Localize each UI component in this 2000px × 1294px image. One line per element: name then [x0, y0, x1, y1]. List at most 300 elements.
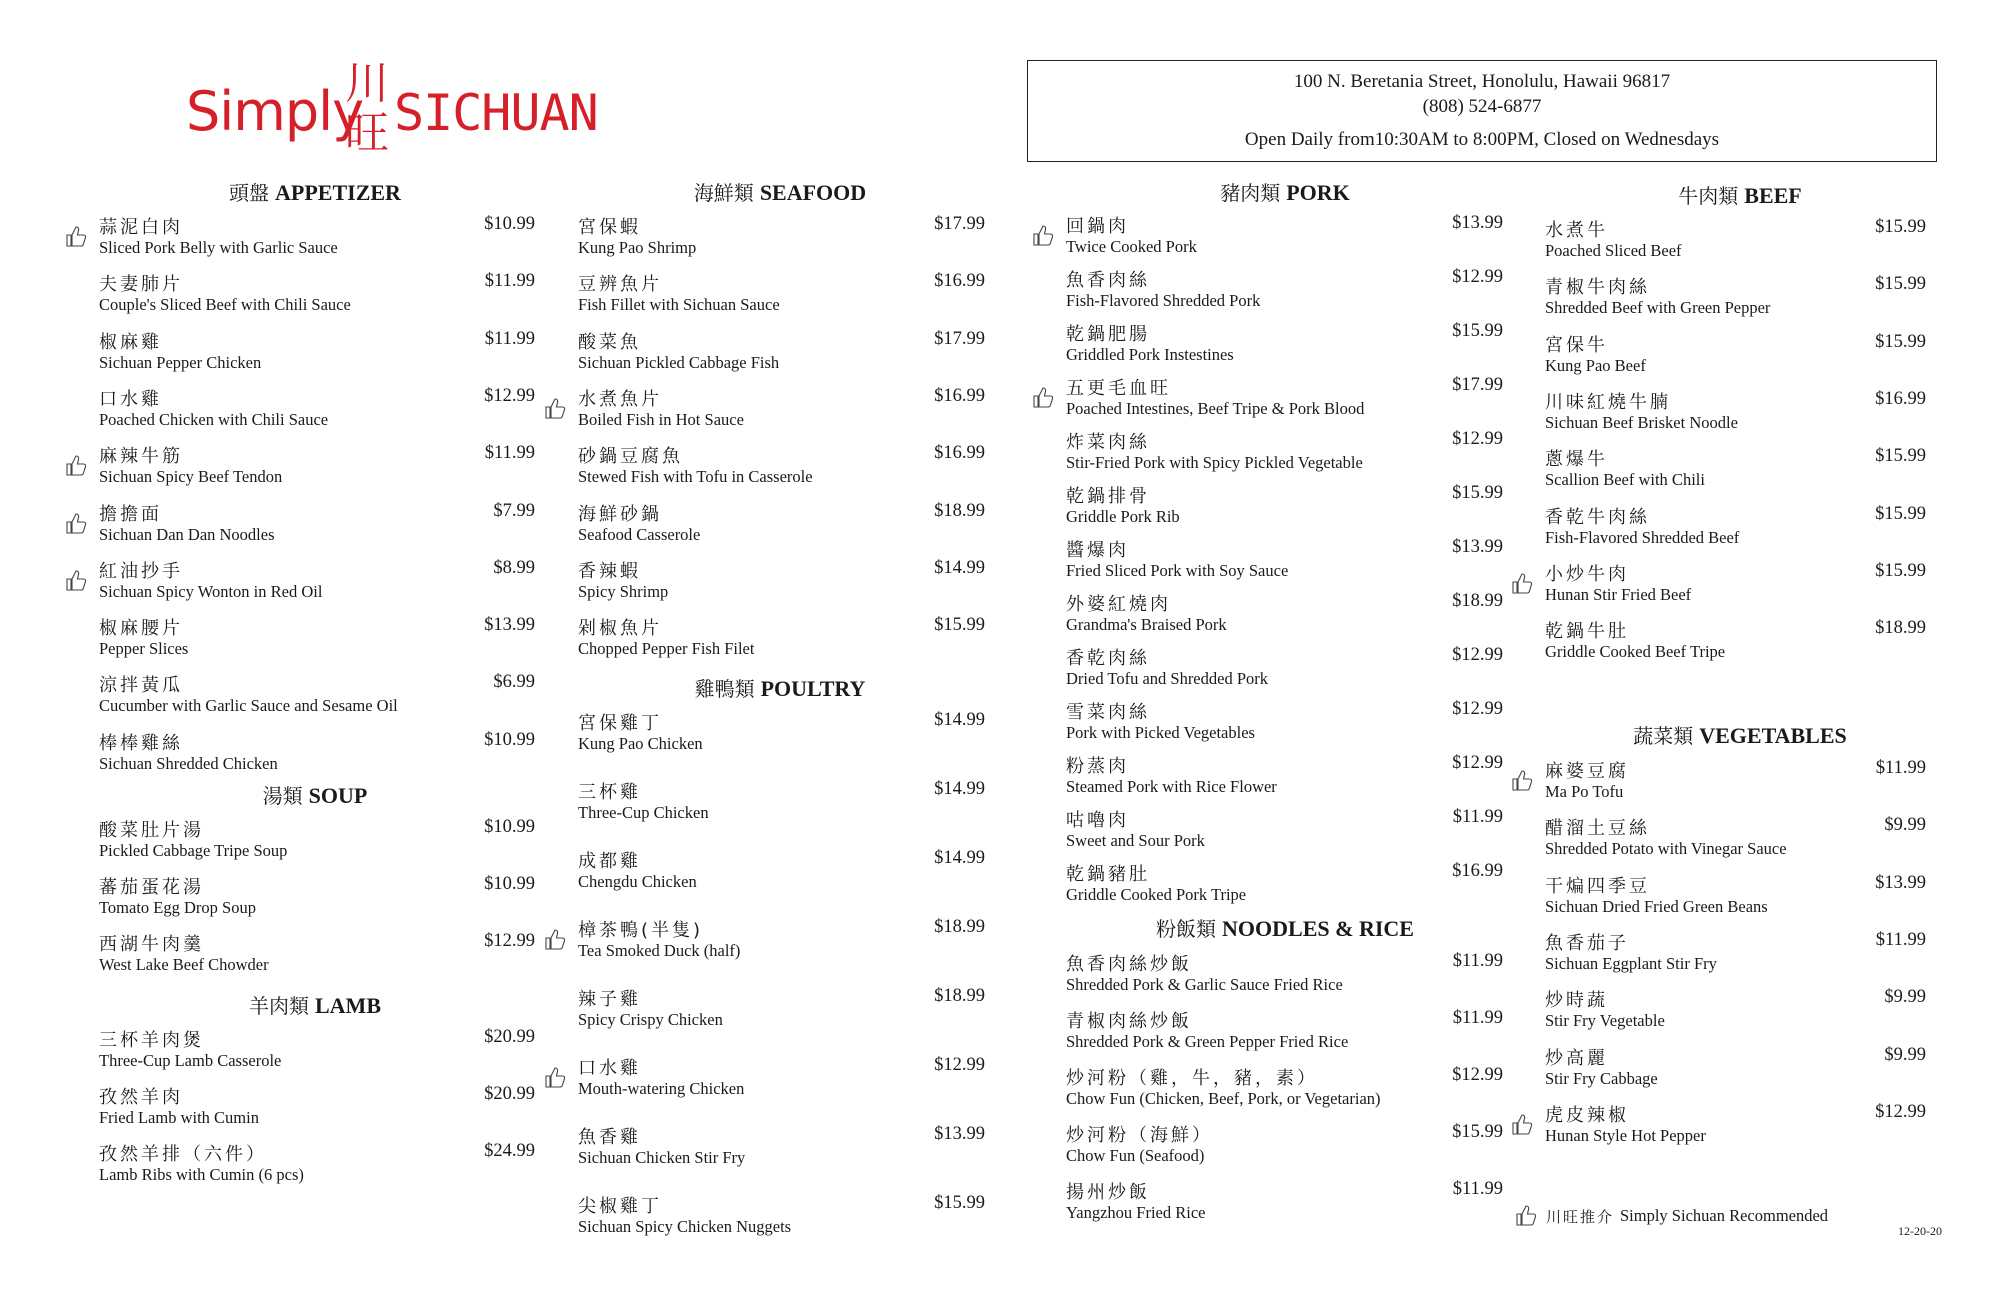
menu-item-english-name: Kung Pao Beef	[1545, 355, 1646, 375]
menu-item	[1031, 266, 1503, 316]
menu-item-english-name: Stir-Fried Pork with Spicy Pickled Vegetable	[1066, 453, 1363, 472]
thumbs-up-icon	[64, 569, 88, 593]
menu-item	[64, 270, 535, 320]
menu-item	[64, 1140, 535, 1190]
menu-item-chinese-name: 水煮牛	[1545, 220, 1608, 241]
menu-item-english-name: Sichuan Spicy Chicken Nuggets	[578, 1217, 792, 1236]
menu-item	[543, 1123, 985, 1173]
menu-item-chinese-name: 魚香雞	[578, 1127, 641, 1148]
menu-item-chinese-name: 炒高麗	[1545, 1047, 1608, 1069]
section-heading-english: NOODLES & RICE	[1222, 916, 1414, 941]
menu-item-price: $12.99	[934, 1055, 985, 1075]
menu-item-price: $14.99	[934, 848, 985, 868]
menu-item-english-name: Fish-Flavored Shredded Pork	[1066, 291, 1261, 310]
thumbs-up-icon	[64, 225, 88, 249]
menu-item	[64, 930, 535, 980]
section-heading-chinese: 頭盤	[229, 181, 270, 205]
menu-item-chinese-name: 酸菜肚片湯	[99, 820, 204, 841]
menu-item-price: $16.99	[1875, 388, 1926, 409]
menu-item-chinese-name: 海鮮砂鍋	[578, 503, 662, 525]
menu-item-chinese-name: 揚州炒飯	[1066, 1182, 1150, 1203]
section-heading-chinese: 粉飯類	[1156, 917, 1217, 941]
menu-item-price: $10.99	[484, 874, 535, 894]
menu-item-english-name: Chopped Pepper Fish Filet	[578, 639, 755, 659]
section-heading-english: POULTRY	[760, 676, 866, 701]
menu-item-english-name: Three-Cup Lamb Casserole	[99, 1051, 282, 1070]
svg-text:旺: 旺	[345, 108, 389, 154]
menu-item-chinese-name: 口水雞	[578, 1058, 641, 1079]
menu-item	[1031, 482, 1503, 532]
menu-item-price: $12.99	[1452, 429, 1503, 449]
menu-item	[1510, 986, 1926, 1036]
menu-item	[1031, 860, 1503, 910]
menu-item-price: $16.99	[934, 271, 985, 292]
menu-item-english-name: Sichuan Pepper Chicken	[99, 352, 262, 372]
section-heading-lamb	[115, 990, 515, 1019]
thumbs-up-icon	[1031, 386, 1055, 410]
menu-item-english-name: Sichuan Beef Brisket Noodle	[1545, 412, 1738, 432]
menu-item	[543, 985, 985, 1035]
menu-item-price: $20.99	[484, 1084, 535, 1104]
menu-item	[1510, 814, 1926, 864]
thumbs-up-icon	[1514, 1204, 1538, 1228]
menu-item	[543, 709, 985, 759]
menu-item-price: $11.99	[1452, 951, 1503, 971]
menu-item-price: $17.99	[934, 214, 985, 234]
menu-item-chinese-name: 宮保蝦	[578, 217, 641, 238]
menu-item-chinese-name: 炒河粉（雞，牛，豬，素）	[1066, 1068, 1318, 1089]
menu-item	[1031, 1007, 1503, 1057]
menu-item-price: $18.99	[934, 917, 985, 937]
menu-item-chinese-name: 炒時蔬	[1545, 990, 1608, 1012]
menu-item-english-name: Yangzhou Fried Rice	[1066, 1203, 1206, 1222]
menu-item	[1510, 388, 1926, 438]
section-heading-chinese: 湯類	[262, 784, 303, 808]
menu-item	[1031, 1178, 1503, 1228]
menu-item-english-name: Poached Chicken with Chili Sauce	[99, 409, 329, 429]
menu-item-price: $15.99	[1875, 274, 1926, 295]
menu-item	[543, 557, 985, 607]
section-heading-vegetables	[1540, 720, 1940, 749]
menu-item-chinese-name: 涼拌黃瓜	[99, 675, 183, 697]
menu-item-price: $12.99	[1452, 1065, 1503, 1085]
section-heading-appetizer	[115, 177, 515, 206]
menu-item-english-name: Three-Cup Chicken	[578, 803, 709, 822]
menu-item-chinese-name: 醋溜土豆絲	[1545, 818, 1650, 840]
menu-item	[543, 328, 985, 378]
menu-item-chinese-name: 香乾牛肉絲	[1545, 506, 1650, 528]
menu-item	[1031, 698, 1503, 748]
menu-item-chinese-name: 孜然羊肉	[99, 1087, 183, 1108]
menu-item-price: $12.99	[1452, 267, 1503, 287]
menu-item-price: $11.99	[1452, 1179, 1503, 1199]
legend-english: Simply Sichuan Recommended	[1620, 1206, 1829, 1225]
menu-item-price: $15.99	[934, 1193, 985, 1213]
menu-item-chinese-name: 乾鍋豬肚	[1066, 864, 1150, 885]
menu-item-english-name: Grandma's Braised Pork	[1066, 615, 1227, 634]
menu-item-chinese-name: 乾鍋肥腸	[1066, 324, 1150, 345]
menu-item	[1031, 428, 1503, 478]
menu-item-price: $18.99	[934, 986, 985, 1006]
menu-item-english-name: Stewed Fish with Tofu in Casserole	[578, 467, 813, 487]
menu-item-chinese-name: 魚香肉絲炒飯	[1066, 954, 1192, 975]
menu-item	[1031, 590, 1503, 640]
menu-item-english-name: Pork with Picked Vegetables	[1066, 723, 1255, 742]
section-heading-english: PORK	[1286, 180, 1350, 205]
menu-item-price: $12.99	[484, 385, 535, 406]
menu-item-chinese-name: 宮保雞丁	[578, 713, 662, 734]
menu-item-english-name: Pickled Cabbage Tripe Soup	[99, 841, 288, 860]
menu-item-price: $9.99	[1884, 987, 1926, 1008]
menu-item-price: $13.99	[934, 1124, 985, 1144]
menu-item-english-name: Sichuan Shredded Chicken	[99, 753, 278, 773]
menu-item	[64, 328, 535, 378]
menu-item-english-name: Griddle Cooked Pork Tripe	[1066, 885, 1247, 904]
menu-item	[1031, 752, 1503, 802]
menu-item-price: $8.99	[493, 557, 535, 578]
menu-item-price: $18.99	[934, 500, 985, 521]
menu-item-chinese-name: 辣子雞	[578, 989, 641, 1010]
menu-item-price: $12.99	[1452, 645, 1503, 665]
menu-item-chinese-name: 孜然羊排（六件）	[99, 1144, 267, 1165]
menu-item	[543, 1192, 985, 1242]
menu-item	[64, 1083, 535, 1133]
menu-item-english-name: Tomato Egg Drop Soup	[99, 898, 256, 917]
phone-number: (808) 524-6877	[1422, 96, 1542, 117]
menu-item-english-name: Chow Fun (Chicken, Beef, Pork, or Vegetarian)	[1066, 1089, 1381, 1108]
menu-item-chinese-name: 椒麻雞	[99, 331, 162, 353]
menu-item-chinese-name: 成都雞	[578, 851, 641, 872]
menu-item-chinese-name: 青椒牛肉絲	[1545, 277, 1650, 299]
menu-item	[64, 557, 535, 607]
menu-item-english-name: Stir Fry Cabbage	[1545, 1068, 1658, 1088]
menu-item-price: $11.99	[1452, 807, 1503, 827]
menu-item-english-name: Kung Pao Chicken	[578, 734, 703, 753]
menu-item-chinese-name: 青椒肉絲炒飯	[1066, 1011, 1192, 1032]
menu-item-english-name: Shredded Pork & Garlic Sauce Fried Rice	[1066, 975, 1343, 994]
menu-item-english-name: Sichuan Chicken Stir Fry	[578, 1148, 746, 1167]
menu-item-english-name: Shredded Pork & Green Pepper Fried Rice	[1066, 1032, 1349, 1051]
menu-item-price: $9.99	[1884, 1044, 1926, 1065]
menu-item-english-name: Hunan Stir Fried Beef	[1545, 584, 1692, 604]
menu-item-price: $7.99	[493, 500, 535, 521]
thumbs-up-icon	[1031, 224, 1055, 248]
section-heading-chinese: 羊肉類	[249, 994, 309, 1018]
section-heading-english: LAMB	[315, 993, 381, 1018]
menu-item-price: $6.99	[493, 672, 535, 693]
menu-item-english-name: Chengdu Chicken	[578, 872, 697, 891]
menu-item	[64, 213, 535, 263]
legend-chinese: 川旺推介	[1546, 1208, 1615, 1226]
section-heading-english: SOUP	[308, 783, 368, 808]
section-heading-beef	[1540, 180, 1940, 209]
menu-item	[543, 778, 985, 828]
menu-item	[1510, 216, 1926, 266]
menu-item	[1031, 644, 1503, 694]
menu-item-price: $15.99	[934, 615, 985, 636]
menu-item-english-name: Fried Lamb with Cumin	[99, 1108, 259, 1127]
menu-item	[543, 614, 985, 664]
menu-item-english-name: Shredded Potato with Vinegar Sauce	[1545, 839, 1787, 859]
menu-item-price: $11.99	[484, 271, 535, 292]
menu-item-english-name: Tea Smoked Duck (half)	[578, 941, 741, 960]
menu-item-english-name: Sichuan Dan Dan Noodles	[99, 524, 275, 544]
menu-item	[1031, 806, 1503, 856]
menu-item	[1031, 320, 1503, 370]
menu-item-english-name: Sichuan Spicy Beef Tendon	[99, 467, 283, 487]
menu-item-english-name: Seafood Casserole	[578, 524, 701, 544]
menu-item	[1031, 536, 1503, 586]
menu-item	[1510, 273, 1926, 323]
menu-item-price: $15.99	[1875, 503, 1926, 524]
menu-item-price: $10.99	[484, 214, 535, 234]
menu-item-chinese-name: 魚香茄子	[1545, 932, 1629, 954]
menu-item-english-name: Sichuan Eggplant Stir Fry	[1545, 953, 1717, 973]
menu-item-price: $16.99	[934, 443, 985, 464]
menu-item-price: $16.99	[934, 385, 985, 406]
menu-item-english-name: Poached Intestines, Beef Tripe & Pork Blood	[1066, 399, 1365, 418]
menu-item-price: $12.99	[1452, 699, 1503, 719]
menu-item	[1510, 560, 1926, 610]
menu-item-chinese-name: 雪菜肉絲	[1066, 702, 1150, 723]
menu-item	[64, 385, 535, 435]
menu-item-chinese-name: 蕃茄蛋花湯	[99, 877, 204, 898]
menu-item-chinese-name: 夫妻肺片	[99, 274, 183, 296]
menu-item-chinese-name: 香乾肉絲	[1066, 648, 1150, 669]
menu-item	[543, 213, 985, 263]
section-heading-chinese: 牛肉類	[1678, 184, 1739, 208]
menu-item-price: $12.99	[1452, 753, 1503, 773]
menu-item-price: $18.99	[1875, 618, 1926, 639]
menu-item-price: $11.99	[484, 328, 535, 349]
menu-item-chinese-name: 川味紅燒牛腩	[1545, 391, 1671, 413]
menu-item	[1031, 950, 1503, 1000]
menu-item	[64, 671, 535, 721]
menu-item	[1031, 1121, 1503, 1171]
menu-item-price: $15.99	[1875, 217, 1926, 237]
menu-item-chinese-name: 虎皮辣椒	[1545, 1104, 1629, 1126]
menu-item-english-name: Boiled Fish in Hot Sauce	[578, 409, 744, 429]
menu-item	[1031, 374, 1503, 424]
menu-item-english-name: Poached Sliced Beef	[1545, 241, 1682, 260]
menu-item-english-name: Fish Fillet with Sichuan Sauce	[578, 295, 780, 315]
menu-item	[64, 500, 535, 550]
menu-item	[64, 729, 535, 779]
menu-item-price: $15.99	[1875, 446, 1926, 467]
menu-item-price: $20.99	[484, 1027, 535, 1047]
menu-item-chinese-name: 擔擔面	[99, 503, 162, 525]
menu-item-price: $14.99	[934, 779, 985, 799]
menu-item-chinese-name: 炒河粉（海鮮）	[1066, 1125, 1213, 1146]
menu-item-price: $15.99	[1875, 331, 1926, 352]
menu-item-english-name: Shredded Beef with Green Pepper	[1545, 298, 1771, 318]
menu-item-english-name: Kung Pao Shrimp	[578, 238, 697, 257]
section-heading-chinese: 蔬菜類	[1633, 724, 1694, 748]
menu-item-english-name: Spicy Crispy Chicken	[578, 1010, 723, 1029]
menu-item-chinese-name: 酸菜魚	[578, 331, 641, 353]
section-heading-chinese: 豬肉類	[1220, 181, 1281, 205]
menu-item-english-name: Pepper Slices	[99, 639, 189, 659]
menu-item	[1031, 212, 1503, 262]
address: 100 N. Beretania Street, Honolulu, Hawaii 96817	[1293, 71, 1671, 92]
menu-item-price: $24.99	[484, 1141, 535, 1161]
menu-item-chinese-name: 干煸四季豆	[1545, 875, 1650, 897]
menu-item-english-name: Scallion Beef with Chili	[1545, 470, 1705, 490]
menu-item-english-name: West Lake Beef Chowder	[99, 955, 269, 974]
menu-item-price: $14.99	[934, 710, 985, 730]
menu-item-english-name: Griddled Pork Instestines	[1066, 345, 1234, 364]
thumbs-up-icon	[543, 1066, 567, 1090]
menu-item	[1510, 872, 1926, 922]
menu-item-english-name: Sliced Pork Belly with Garlic Sauce	[99, 238, 338, 257]
menu-item-price: $15.99	[1452, 483, 1503, 503]
menu-item-english-name: Twice Cooked Pork	[1066, 237, 1197, 256]
menu-item	[1031, 1064, 1503, 1114]
menu-item-english-name: Sichuan Spicy Wonton in Red Oil	[99, 581, 323, 601]
menu-item	[1510, 617, 1926, 667]
menu-item-price: $13.99	[1452, 213, 1503, 233]
menu-item-price: $10.99	[484, 729, 535, 750]
menu-item-english-name: Couple's Sliced Beef with Chili Sauce	[99, 295, 351, 315]
menu-item	[543, 385, 985, 435]
menu-item-chinese-name: 回鍋肉	[1066, 216, 1129, 237]
menu-item-english-name: Sichuan Dried Fried Green Beans	[1545, 896, 1768, 916]
menu-item-english-name: Chow Fun (Seafood)	[1066, 1146, 1205, 1165]
menu-item-chinese-name: 外婆紅燒肉	[1066, 594, 1171, 615]
restaurant-info-box	[1027, 60, 1937, 162]
menu-item-price: $13.99	[1875, 872, 1926, 893]
menu-item-english-name: Sichuan Pickled Cabbage Fish	[578, 352, 780, 372]
menu-item-chinese-name: 樟茶鴨(半隻)	[578, 920, 704, 941]
menu-item-chinese-name: 豆辨魚片	[578, 274, 662, 296]
menu-item	[1510, 929, 1926, 979]
menu-item-chinese-name: 剁椒魚片	[578, 618, 662, 640]
menu-item-english-name: Griddle Cooked Beef Tripe	[1545, 642, 1726, 662]
menu-item-english-name: Ma Po Tofu	[1545, 782, 1624, 801]
menu-item	[1510, 757, 1926, 807]
menu-item-chinese-name: 三杯羊肉煲	[99, 1030, 204, 1051]
thumbs-up-icon	[64, 454, 88, 478]
section-heading-soup	[115, 780, 515, 809]
menu-item-english-name: Lamb Ribs with Cumin (6 pcs)	[99, 1165, 304, 1184]
menu-item-chinese-name: 棒棒雞絲	[99, 732, 183, 754]
menu-item-english-name: Dried Tofu and Shredded Pork	[1066, 669, 1269, 688]
menu-item-chinese-name: 西湖牛肉羹	[99, 934, 204, 955]
logo-chinese-glyph	[338, 56, 396, 154]
menu-item-price: $11.99	[1875, 758, 1926, 778]
menu-item	[64, 1026, 535, 1076]
menu-item-english-name: Sweet and Sour Pork	[1066, 831, 1205, 850]
menu-item-price: $9.99	[1884, 815, 1926, 836]
section-heading-noodles	[1085, 913, 1485, 942]
menu-item	[543, 1054, 985, 1104]
menu-item-chinese-name: 炸菜肉絲	[1066, 432, 1150, 453]
menu-item-chinese-name: 麻婆豆腐	[1545, 761, 1629, 782]
menu-item-chinese-name: 咕嚕肉	[1066, 810, 1129, 831]
menu-item-english-name: Stir Fry Vegetable	[1545, 1011, 1665, 1031]
menu-item-chinese-name: 椒麻腰片	[99, 618, 183, 640]
section-heading-chinese: 雞鴨類	[694, 677, 755, 701]
menu-item	[1510, 331, 1926, 381]
menu-item-price: $12.99	[484, 931, 535, 951]
menu-item	[543, 500, 985, 550]
menu-item-price: $14.99	[934, 557, 985, 578]
menu-item	[1510, 1044, 1926, 1094]
logo-text-simply: Simply	[186, 80, 364, 143]
menu-item-chinese-name: 紅油抄手	[99, 560, 183, 582]
menu-item-english-name: Fried Sliced Pork with Soy Sauce	[1066, 561, 1289, 580]
menu-item-price: $17.99	[934, 328, 985, 349]
thumbs-up-icon	[1510, 1113, 1534, 1137]
menu-item	[1510, 503, 1926, 553]
menu-item-chinese-name: 尖椒雞丁	[578, 1196, 662, 1217]
section-heading-seafood	[580, 177, 980, 206]
menu-item-chinese-name: 香辣蝦	[578, 560, 641, 582]
menu-item-price: $11.99	[484, 443, 535, 464]
menu-item-english-name: Mouth-watering Chicken	[578, 1079, 745, 1098]
thumbs-up-icon	[543, 928, 567, 952]
section-heading-english: APPETIZER	[275, 180, 401, 205]
menu-item-price: $15.99	[1452, 321, 1503, 341]
menu-item-chinese-name: 五更毛血旺	[1066, 378, 1171, 399]
date-code: 12-20-20	[1898, 1224, 1942, 1238]
menu-item-chinese-name: 砂鍋豆腐魚	[578, 446, 683, 468]
menu-item-english-name: Hunan Style Hot Pepper	[1545, 1125, 1706, 1145]
thumbs-up-icon	[64, 512, 88, 536]
menu-item-price: $11.99	[1875, 929, 1926, 950]
thumbs-up-icon	[1510, 769, 1534, 793]
menu-item	[1510, 1101, 1926, 1151]
menu-item-price: $13.99	[484, 615, 535, 636]
menu-item-price: $11.99	[1452, 1008, 1503, 1028]
menu-item-chinese-name: 蔥爆牛	[1545, 449, 1608, 471]
menu-item-english-name: Steamed Pork with Rice Flower	[1066, 777, 1277, 796]
section-heading-english: BEEF	[1744, 183, 1802, 208]
menu-item-price: $17.99	[1452, 375, 1503, 395]
menu-item-chinese-name: 蒜泥白肉	[99, 217, 183, 238]
restaurant-logo	[186, 54, 598, 154]
menu-item	[543, 442, 985, 492]
section-heading-chinese: 海鮮類	[693, 181, 754, 205]
section-heading-pork	[1085, 177, 1485, 206]
menu-item-price: $12.99	[1875, 1101, 1926, 1122]
menu-item-price: $15.99	[1452, 1122, 1503, 1142]
menu-item-chinese-name: 魚香肉絲	[1066, 270, 1150, 291]
section-heading-english: SEAFOOD	[759, 180, 867, 205]
thumbs-up-icon	[1510, 572, 1534, 596]
menu-item-chinese-name: 水煮魚片	[578, 388, 662, 410]
menu-item-english-name: Spicy Shrimp	[578, 581, 669, 601]
section-heading-english: VEGETABLES	[1699, 723, 1847, 748]
menu-item-price: $15.99	[1875, 560, 1926, 581]
menu-item-english-name: Cucumber with Garlic Sauce and Sesame Oil	[99, 696, 398, 716]
section-heading-poultry	[580, 673, 980, 702]
menu-item-chinese-name: 三杯雞	[578, 782, 641, 803]
menu-item-price: $18.99	[1452, 591, 1503, 611]
opening-hours: Open Daily from10:30AM to 8:00PM, Closed on Wednesdays	[1244, 129, 1720, 150]
menu-item	[543, 916, 985, 966]
menu-item	[1510, 445, 1926, 495]
menu-item	[64, 816, 535, 866]
menu-item-price: $13.99	[1452, 537, 1503, 557]
svg-text:川: 川	[345, 58, 389, 109]
menu-item-chinese-name: 宮保牛	[1545, 334, 1608, 356]
menu-item-chinese-name: 醬爆肉	[1066, 540, 1129, 561]
menu-item	[64, 442, 535, 492]
menu-item	[543, 847, 985, 897]
menu-item	[64, 614, 535, 664]
logo-text-sichuan: SICHUAN	[394, 84, 598, 142]
